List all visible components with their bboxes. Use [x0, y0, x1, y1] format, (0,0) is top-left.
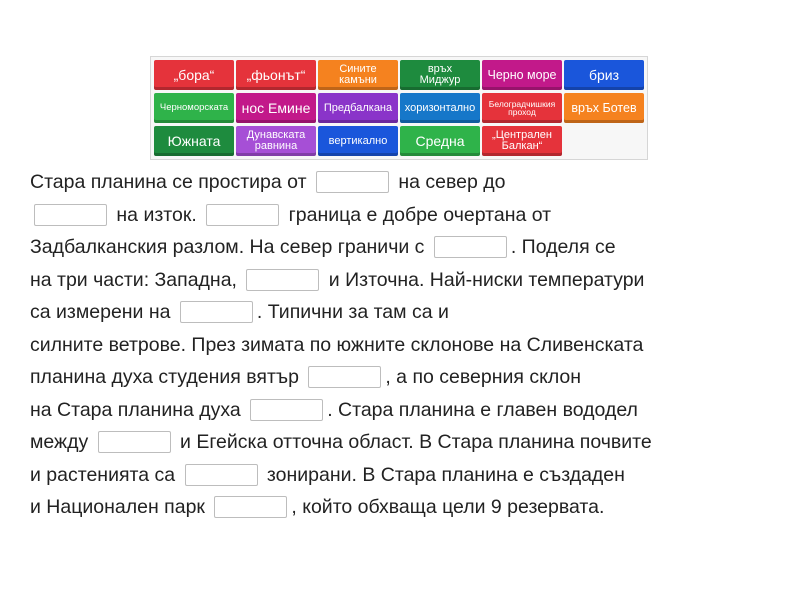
answer-tile[interactable]: Предбалкана [318, 93, 398, 123]
passage-line [30, 231, 790, 264]
passage-text: и Източна. Най-ниски температури [323, 268, 645, 291]
answer-tile[interactable]: връх Ботев [564, 93, 644, 123]
passage-line [30, 166, 790, 199]
blank-drop-zone-10[interactable] [185, 464, 258, 486]
passage-text: граница е добре очертана от [283, 203, 552, 226]
passage-text: . Стара планина е главен вододел [327, 398, 638, 421]
answer-tile[interactable]: Черно море [482, 60, 562, 90]
blank-drop-zone-7[interactable] [308, 366, 381, 388]
passage-text: Задбалканския разлом. На север граничи с [30, 236, 430, 258]
passage-text: . Поделя се [510, 236, 616, 258]
blank-drop-zone-2[interactable] [34, 204, 107, 226]
passage-text: . Типични за там са и [256, 301, 449, 323]
passage-text: и Национален парк [30, 496, 211, 518]
blank-drop-zone-1[interactable] [316, 171, 389, 193]
blank-drop-zone-11[interactable] [214, 496, 287, 518]
passage-text: на изток. [111, 203, 203, 226]
passage-line [30, 491, 790, 524]
blank-drop-zone-5[interactable] [246, 269, 319, 291]
answer-tile[interactable]: Сините камъни [318, 60, 398, 90]
passage-text: планина духа студения вятър [30, 366, 305, 388]
answer-tile[interactable]: връх Миджур [400, 60, 480, 90]
passage-line [30, 199, 790, 232]
passage-line [30, 426, 790, 459]
passage-text: между [30, 431, 94, 453]
blank-drop-zone-4[interactable] [434, 236, 507, 258]
answer-tile[interactable]: хоризонтално [400, 93, 480, 123]
passage-text: на три части: Западна, [30, 268, 243, 291]
answer-tile[interactable]: Средна [400, 126, 480, 156]
answer-tile[interactable]: Черноморската [154, 93, 234, 123]
passage-line [30, 264, 790, 297]
passage-text: Стара планина се простира от [30, 171, 312, 193]
passage-text: зонирани. В Стара планина е създаден [261, 463, 625, 486]
answer-tile[interactable]: нос Емине [236, 93, 316, 123]
passage-text: силните ветрове. През зимата по южните склонове на Сливенската [30, 333, 644, 356]
cloze-passage [30, 166, 790, 524]
answer-tile[interactable]: „фьонът“ [236, 60, 316, 90]
answer-tile[interactable]: бриз [564, 60, 644, 90]
answer-tile[interactable]: „Централен Балкан“ [482, 126, 562, 156]
answer-tile[interactable]: Дунавската равнина [236, 126, 316, 156]
passage-text: и растенията са [30, 463, 181, 486]
passage-line [30, 394, 790, 427]
passage-text: на Стара планина духа [30, 398, 247, 421]
blank-drop-zone-8[interactable] [250, 399, 323, 421]
passage-text: , а по северния склон [385, 366, 582, 388]
answer-tile-bank [150, 56, 648, 160]
passage-line [30, 361, 790, 394]
answer-tile[interactable]: Южната [154, 126, 234, 156]
passage-text: са измерени на [30, 301, 176, 323]
answer-tile[interactable]: „бора“ [154, 60, 234, 90]
passage-text: на север до [392, 171, 506, 193]
answer-tile[interactable]: вертикално [318, 126, 398, 156]
answer-tile[interactable]: Белоградчишкия проход [482, 93, 562, 123]
passage-line [30, 296, 790, 329]
passage-line [30, 459, 790, 492]
blank-drop-zone-9[interactable] [98, 431, 171, 453]
passage-line [30, 329, 790, 362]
passage-text: и Егейска отточна област. В Стара планина почвите [174, 431, 652, 453]
blank-drop-zone-6[interactable] [180, 301, 253, 323]
blank-drop-zone-3[interactable] [206, 204, 279, 226]
passage-text: , който обхваща цели 9 резервата. [291, 496, 605, 518]
